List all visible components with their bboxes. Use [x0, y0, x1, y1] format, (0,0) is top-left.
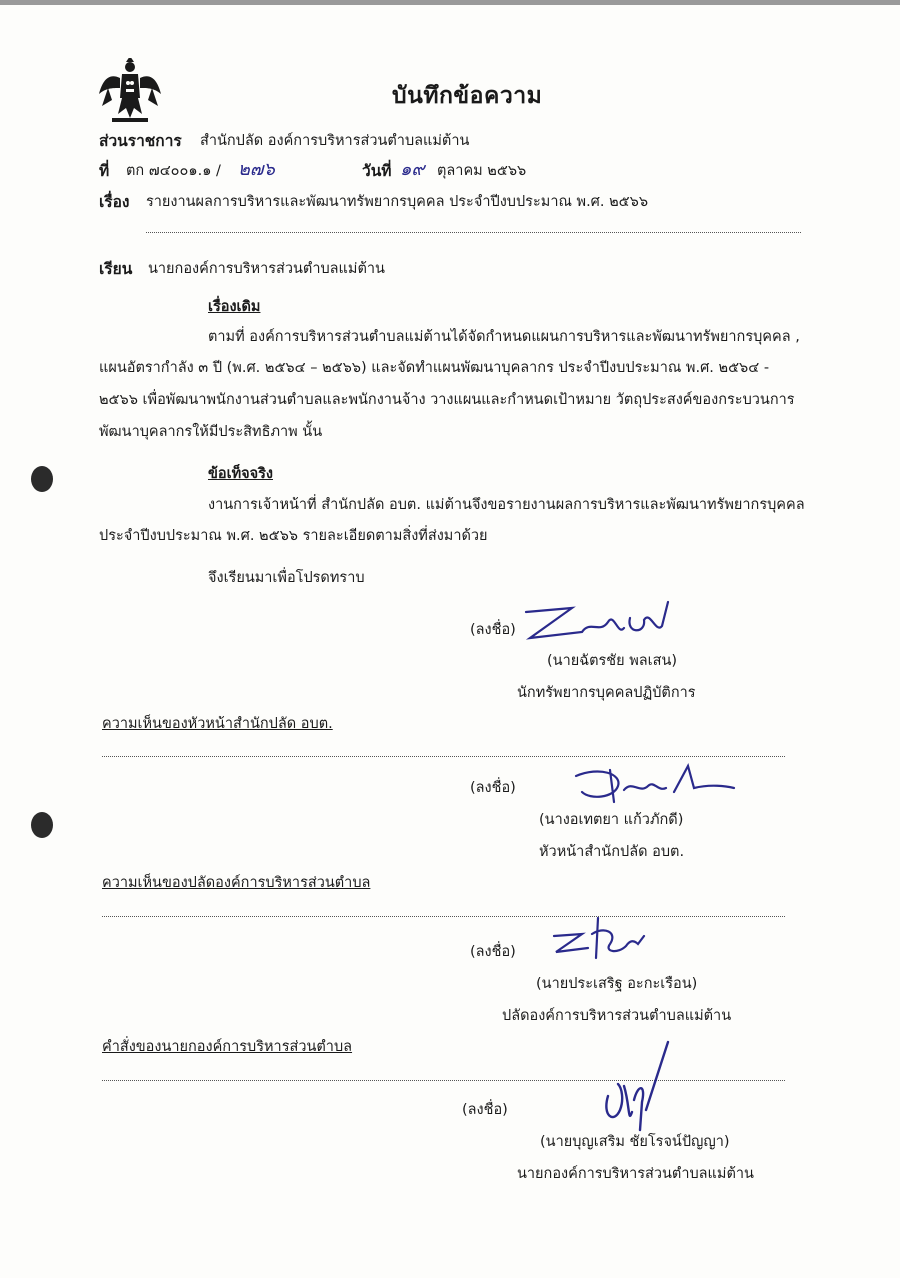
sign-label: (ลงชื่อ) — [470, 622, 516, 638]
background-line: พัฒนาบุคลากรให้มีประสิทธิภาพ นั้น — [99, 424, 323, 440]
head-position: หัวหน้าสำนักปลัด อบต. — [539, 844, 685, 860]
subject-value: รายงานผลการบริหารและพัฒนาทรัพยากรบุคคล ประจำปีงบประมาณ พ.ศ. ๒๕๖๖ — [146, 194, 649, 210]
background-line: ตามที่ องค์การบริหารส่วนตำบลแม่ต้านได้จัดกำหนดแผนการบริหารและพัฒนาทรัพยากรบุคคล , — [208, 329, 800, 345]
head-opinion-line — [102, 756, 785, 757]
clerk-opinion-line — [102, 916, 785, 917]
head-opinion-heading: ความเห็นของหัวหน้าสำนักปลัด อบต. — [102, 716, 333, 732]
ref-handwritten: ๒๗๖ — [238, 159, 275, 180]
agency-value: สำนักปลัด องค์การบริหารส่วนตำบลแม่ต้าน — [200, 133, 470, 149]
officer-position: นักทรัพยากรบุคคลปฏิบัติการ — [517, 685, 696, 701]
punch-hole-top — [31, 466, 53, 492]
background-heading: เรื่องเดิม — [208, 299, 261, 315]
date-handwritten: ๑๙ — [400, 159, 425, 180]
clerk-position: ปลัดองค์การบริหารส่วนตำบลแม่ต้าน — [502, 1008, 732, 1024]
sign-label: (ลงชื่อ) — [470, 780, 516, 796]
mayor-position: นายกองค์การบริหารส่วนตำบลแม่ต้าน — [517, 1166, 754, 1182]
sign-label: (ลงชื่อ) — [470, 944, 516, 960]
closing-text: จึงเรียนมาเพื่อโปรดทราบ — [208, 570, 365, 586]
clerk-signature — [548, 914, 658, 964]
officer-name: (นายฉัตรชัย พลเสน) — [547, 653, 678, 669]
date-value: ตุลาคม ๒๕๖๖ — [437, 163, 527, 179]
to-value: นายกองค์การบริหารส่วนตำบลแม่ต้าน — [148, 261, 385, 277]
background-line: แผนอัตรากำลัง ๓ ปี (พ.ศ. ๒๕๖๔ – ๒๕๖๖) และจัดทำแผนพัฒนาบุคลากร ประจำปีงบประมาณ พ.ศ. ๒๕๖๔ - — [99, 360, 770, 376]
facts-heading: ข้อเท็จจริง — [208, 466, 273, 482]
mayor-signature — [598, 1040, 678, 1136]
clerk-name: (นายประเสริฐ อะกะเรือน) — [536, 976, 698, 992]
clerk-opinion-heading: ความเห็นของปลัดองค์การบริหารส่วนตำบล — [102, 875, 371, 891]
head-signature — [570, 762, 740, 806]
mayor-order-heading: คำสั่งของนายกองค์การบริหารส่วนตำบล — [102, 1039, 353, 1055]
memo-title: บันทึกข้อความ — [392, 83, 543, 109]
facts-line: งานการเจ้าหน้าที่ สำนักปลัด อบต. แม่ต้านจึงขอรายงานผลการบริหารและพัฒนาทรัพยากรบุคคล — [208, 497, 805, 513]
sign-label: (ลงชื่อ) — [462, 1102, 508, 1118]
officer-signature — [520, 598, 680, 644]
background-line: ๒๕๖๖ เพื่อพัฒนาพนักงานส่วนตำบลและพนักงานจ้าง วางแผนและกำหนดเป้าหมาย วัตถุประสงค์ของกระบวนการ — [99, 392, 795, 408]
date-label: วันที่ — [362, 162, 392, 180]
head-name: (นางอเทตยา แก้วภักดี) — [539, 812, 684, 828]
facts-line: ประจำปีงบประมาณ พ.ศ. ๒๕๖๖ รายละเอียดตามสิ่งที่ส่งมาด้วย — [99, 528, 488, 544]
mayor-name: (นายบุญเสริม ชัยโรจน์ปัญญา) — [540, 1134, 730, 1150]
subject-label: เรื่อง — [99, 193, 130, 211]
ref-label: ที่ — [99, 162, 110, 180]
subject-divider — [146, 232, 801, 233]
mayor-order-line — [102, 1080, 785, 1081]
punch-hole-bottom — [31, 812, 53, 838]
to-label: เรียน — [99, 260, 133, 278]
garuda-emblem-icon — [98, 58, 162, 124]
scan-edge — [0, 0, 900, 5]
ref-value: ตก ๗๔๐๐๑.๑ / — [126, 163, 221, 179]
agency-label: ส่วนราชการ — [99, 132, 182, 150]
